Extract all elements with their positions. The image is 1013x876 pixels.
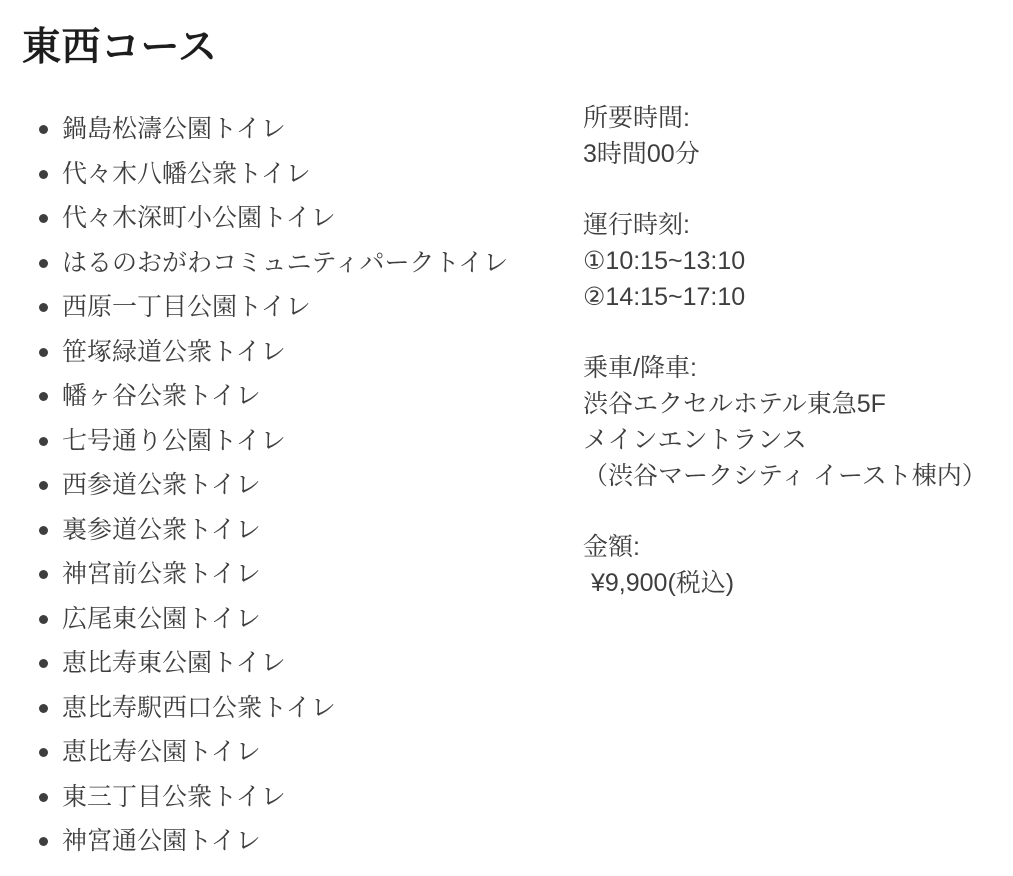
- boarding-section: [583, 350, 987, 494]
- list-item: 西参道公衆トイレ: [22, 463, 508, 508]
- list-item: 東三丁目公衆トイレ: [22, 775, 508, 820]
- list-item: 西原一丁目公園トイレ: [22, 285, 508, 330]
- list-item: 広尾東公園トイレ: [22, 597, 508, 642]
- price-label: 金額:: [583, 533, 640, 561]
- list-item: 七号通り公園トイレ: [22, 419, 508, 464]
- list-item: 鍋島松濤公園トイレ: [22, 107, 508, 152]
- list-item: 笹塚緑道公衆トイレ: [22, 330, 508, 375]
- duration-value: 3時間00分: [583, 140, 700, 168]
- list-item: はるのおがわコミュニティパークトイレ: [22, 241, 508, 286]
- price-value: ¥9,900(税込): [591, 569, 735, 597]
- boarding-line-3: （渋谷マークシティ イースト棟内）: [583, 462, 987, 490]
- list-item: 恵比寿東公園トイレ: [22, 641, 508, 686]
- list-item: 代々木深町小公園トイレ: [22, 196, 508, 241]
- list-item: 幡ヶ谷公衆トイレ: [22, 374, 508, 419]
- list-item: 恵比寿駅西口公衆トイレ: [22, 686, 508, 731]
- schedule-section: [583, 207, 987, 315]
- stops-list: [22, 107, 508, 864]
- boarding-line-2: メインエントランス: [583, 426, 807, 454]
- list-item: 恵比寿公園トイレ: [22, 730, 508, 775]
- list-item: 神宮前公衆トイレ: [22, 552, 508, 597]
- list-item: 裏参道公衆トイレ: [22, 508, 508, 553]
- info-panel: [583, 100, 987, 636]
- schedule-slot-1: ①10:15~13:10: [583, 247, 746, 275]
- schedule-label: 運行時刻:: [583, 211, 690, 239]
- list-item: 代々木八幡公衆トイレ: [22, 152, 508, 197]
- page-title: 東西コース: [22, 26, 218, 69]
- list-item: 神宮通公園トイレ: [22, 819, 508, 864]
- schedule-slot-2: ②14:15~17:10: [583, 283, 746, 311]
- duration-label: 所要時間:: [583, 104, 690, 132]
- boarding-label: 乗車/降車:: [583, 354, 697, 382]
- price-section: [583, 529, 987, 601]
- boarding-line-1: 渋谷エクセルホテル東急5F: [583, 390, 886, 418]
- duration-section: [583, 100, 987, 172]
